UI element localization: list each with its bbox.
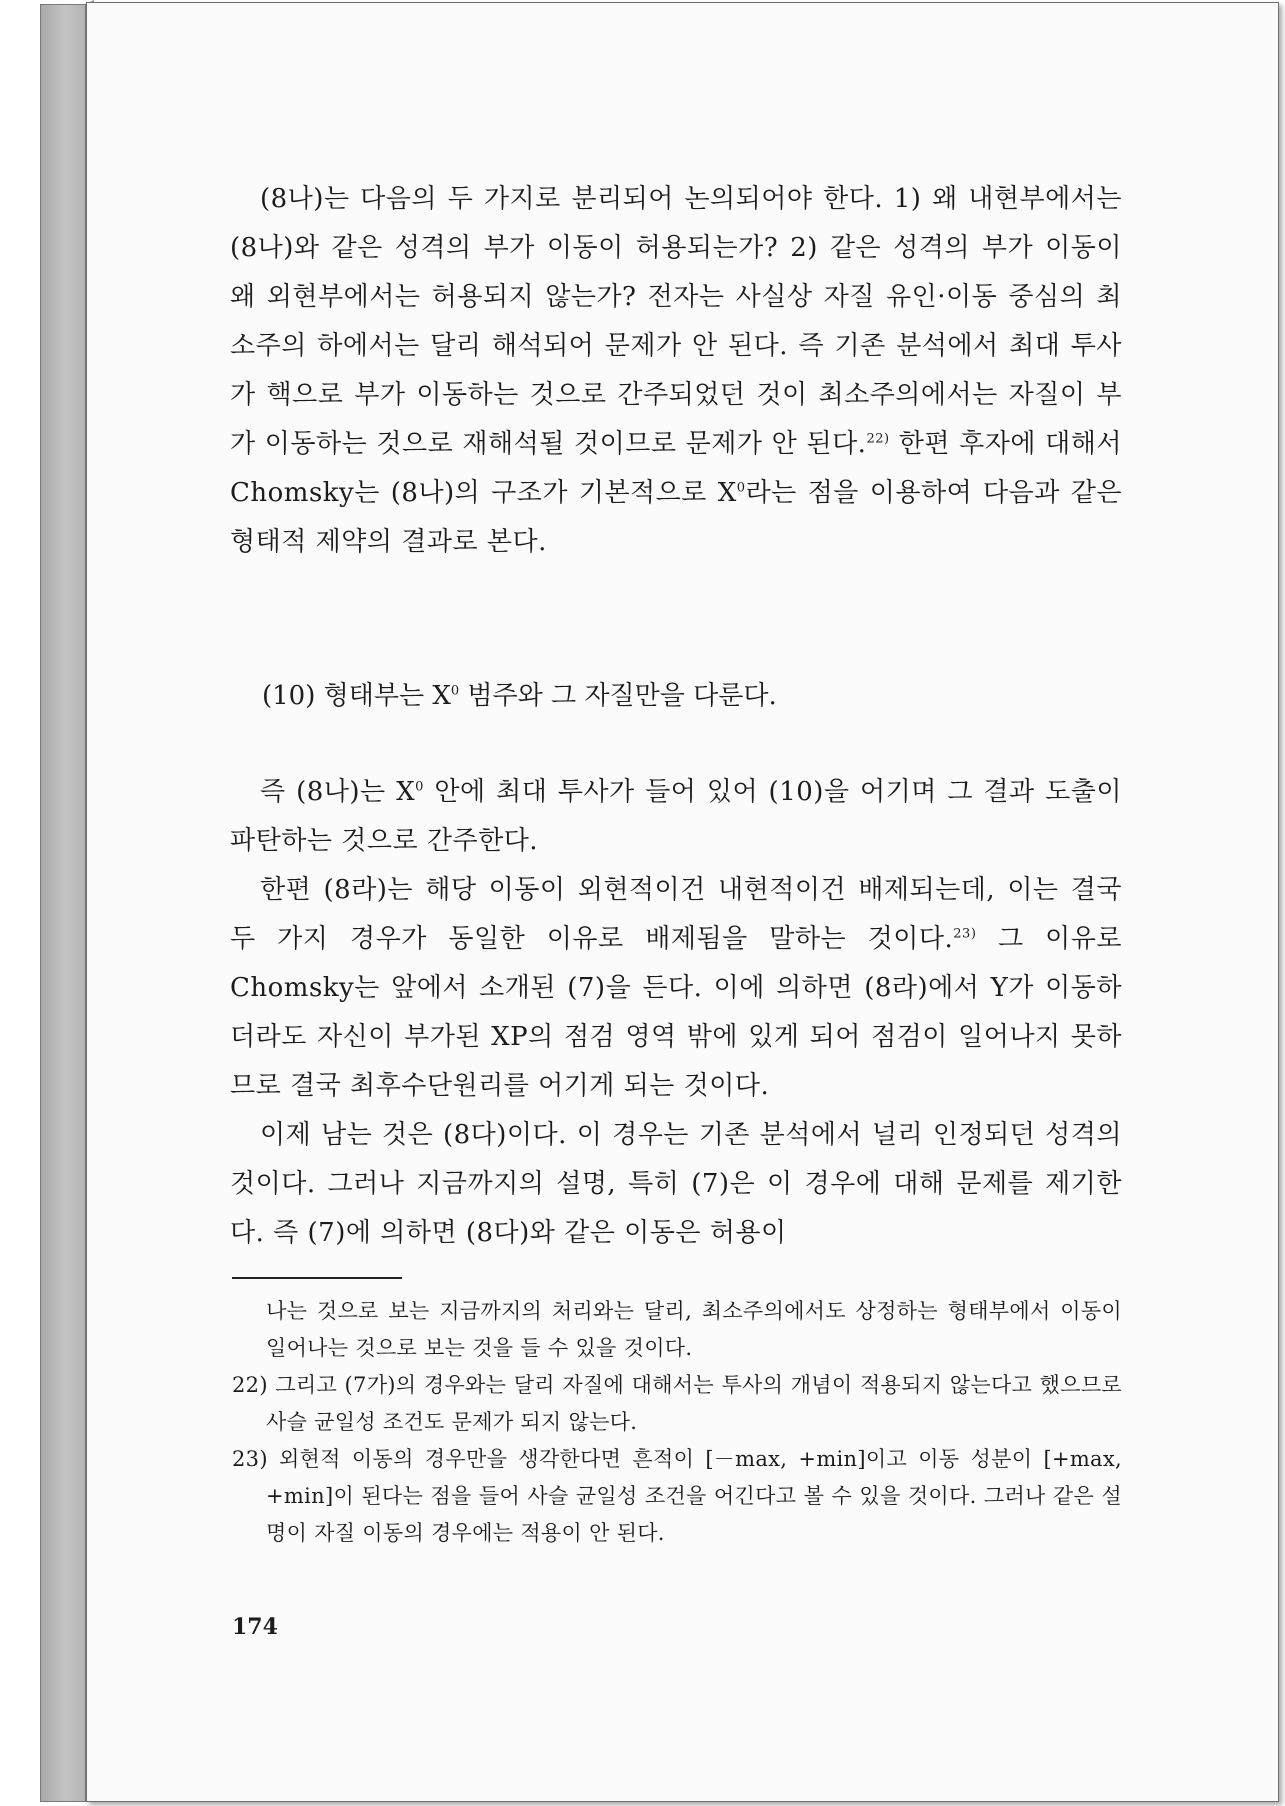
paragraph-3-part-b: 그 이유로 Chomsky는 앞에서 소개된 (7)을 든다. 이에 의하면 (8라)에서 Y가 이동하더라도 자신이 부가된 XP의 점검 영역 밖에 있게 되어 점검이 일어나지 못하므로 결국 최후수단원리를 어기게 되는 것이다. (230, 924, 1123, 1101)
footnote-23 (232, 1441, 1122, 1552)
paragraph-4: 이제 남는 것은 (8다)이다. 이 경우는 기존 분석에서 널리 인정되던 성격의 것이다. 그러나 지금까지의 설명, 특히 (7)은 이 경우에 대해 문제를 제기한다. 즉 (7)에 의하면 (8다)와 같은 이동은 허용이 (230, 1120, 1122, 1248)
example-10 (262, 672, 777, 721)
footnote-continued: 나는 것으로 보는 지금까지의 처리와는 달리, 최소주의에서도 상정하는 형태부에서 이동이 일어나는 것으로 보는 것을 들 수 있을 것이다. (266, 1299, 1122, 1360)
paragraph-2 (230, 768, 1122, 866)
footnote-22 (232, 1367, 1122, 1441)
example-10-part-a: (10) 형태부는 X (262, 681, 451, 711)
page-number: 174 (232, 1614, 278, 1640)
main-text-upper (230, 175, 1122, 567)
paragraph-1-cont-a: 한편 후자에 대해서 Chomsky는 (8나)의 구조가 기본적으로 X (230, 429, 1122, 508)
paragraph-3 (230, 866, 1122, 1111)
paragraph-1-cont-b: 라는 점을 이용하여 다음과 같은 형태적 제약의 결과로 본다. (230, 478, 1122, 557)
paragraph-1-text: (8나)는 다음의 두 가지로 분리되어 논의되어야 한다. 1) 왜 내현부에서는 (8나)와 같은 성격의 부가 이동이 허용되는가? 2) 같은 성격의 부가 이동이 왜 외현부에서는 허용되지 않는가? 전자는 사실상 자질 유인·이동 중심의 최소주의 하에서는 달리 해석되어 문제가 안 된다. 즉 기존 분석에서 최대 투사가 핵으로 부가 이동하는 것으로 간주되었던 것이 최소주의에서는 자질이 부가 이동하는 것으로 재해석될 것이므로 문제가 안 된다. (230, 184, 1122, 459)
book-spine (40, 4, 86, 1802)
example-10-part-b: 범주와 그 자질만을 다룬다. (459, 681, 777, 711)
paragraph-2-part-b: 안에 최대 투사가 들어 있어 (10)을 어기며 그 결과 도출이 파탄하는 것으로 간주한다. (230, 777, 1122, 856)
superscript-zero: 0 (415, 779, 424, 795)
superscript-zero: 0 (450, 683, 460, 699)
superscript-zero: 0 (736, 480, 746, 496)
paragraph-1 (230, 175, 1122, 567)
paragraph-3-part-a: 한편 (8라)는 해당 이동이 외현적이건 내현적이건 배제되는데, 이는 결국 두 가지 경우가 동일한 이유로 배제됨을 말하는 것이다. (230, 875, 1122, 954)
footnote-22-text: 22) 그리고 (7가)의 경우와는 달리 자질에 대해서는 투사의 개념이 적용되지 않는다고 했으므로 사슬 균일성 조건도 문제가 되지 않는다. (232, 1373, 1122, 1434)
footnote-ref-23: 23) (953, 926, 977, 942)
footnote-ref-22: 22) (866, 431, 890, 447)
footnote-divider (232, 1277, 402, 1279)
main-text-lower (230, 768, 1122, 1258)
paragraph-2-part-a: 즉 (8나)는 X (260, 777, 416, 807)
footnotes (232, 1293, 1122, 1552)
footnote-23-text: 23) 외현적 이동의 경우만을 생각한다면 흔적이 [－max, +min]이고 이동 성분이 [+max, +min]이 된다는 점을 들어 사슬 균일성 조건을 어긴다고 볼 수 있을 것이다. 그러나 같은 설명이 자질 이동의 경우에는 적용이 안 된다. (232, 1447, 1122, 1545)
